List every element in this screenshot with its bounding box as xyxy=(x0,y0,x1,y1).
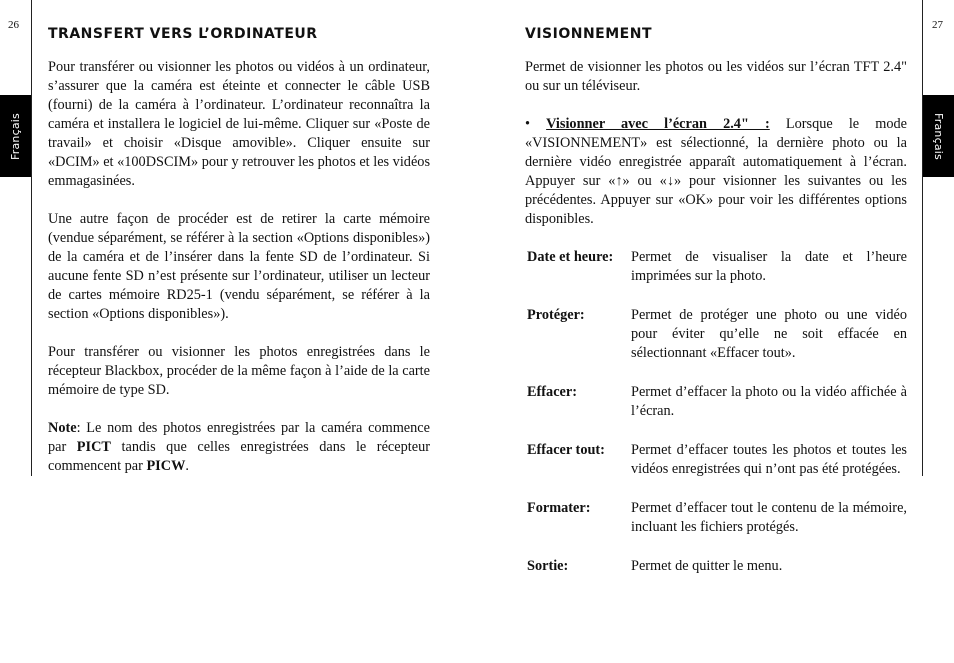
note-label: Note xyxy=(48,420,77,436)
option-description: Permet de visualiser la date et l’heure imprimées sur la photo. xyxy=(631,249,907,284)
options-table xyxy=(525,248,907,596)
language-tab-label: Français xyxy=(932,112,945,160)
transfer-paragraph-3: Pour transférer ou visionner les photos enregistrées dans le récepteur Blackbox, procéder de la même façon à l’aide de la carte mémoire de type SD. xyxy=(48,344,430,398)
option-term: Effacer: xyxy=(527,384,578,400)
right-page-column xyxy=(525,24,907,596)
option-term: Formater: xyxy=(527,500,591,516)
bullet-marker: • xyxy=(525,116,531,132)
bullet-text: Lorsque le mode «VISIONNEMENT» est sélectionné, la dernière photo ou la dernière vidéo enregistrée apparaît automatiquement à l’écran. Appuyer sur «↑» ou «↓» pour visionner les suivantes ou les précédentes. Appuyer sur «OK» pour voir les différentes options disponibles. xyxy=(525,116,908,227)
note-text-3: . xyxy=(185,458,189,474)
option-row xyxy=(525,248,907,306)
page-number-right: 27 xyxy=(932,19,943,31)
right-margin-rule xyxy=(922,0,923,476)
left-margin-rule xyxy=(31,0,32,476)
option-row xyxy=(525,441,907,499)
left-page-column xyxy=(48,24,430,476)
viewing-intro: Permet de visionner les photos ou les vidéos sur l’écran TFT 2.4" ou sur un téléviseur. xyxy=(525,59,907,94)
transfer-paragraph-1: Pour transférer ou visionner les photos ou vidéos à un ordinateur, s’assurer que la caméra est éteinte et connecter le câble USB (fourni) de la caméra à l’ordinateur. L’ordinateur reconnaîtra la caméra et installera le logiciel de lui-même. Cliquer sur «Poste de travail» et choisir «Disque amovible». Cliquer ensuite sur «DCIM» et «100DSCIM» pour y retrouver les photos et les vidéos emmagasinées. xyxy=(48,59,431,189)
option-description: Permet d’effacer toutes les photos et toutes les vidéos enregistrées qui n’ont pas été protégées. xyxy=(631,442,907,477)
note-code-picw: PICW xyxy=(146,458,186,474)
option-term: Protéger: xyxy=(527,307,585,323)
language-tab-right xyxy=(923,95,954,177)
section-title-viewing: VISIONNEMENT xyxy=(525,26,652,42)
option-term: Date et heure: xyxy=(527,249,614,265)
option-term: Sortie: xyxy=(527,558,569,574)
option-term: Effacer tout: xyxy=(527,442,605,458)
note-text-1: : Le nom des photos enregistrées par la caméra commence par xyxy=(48,420,430,455)
section-title-transfer: TRANSFERT VERS L’ORDINATEUR xyxy=(48,26,318,42)
note-paragraph xyxy=(48,419,430,476)
option-row xyxy=(525,499,907,557)
page-number-left: 26 xyxy=(8,19,19,31)
option-row xyxy=(525,383,907,441)
note-code-pict: PICT xyxy=(76,439,111,455)
transfer-paragraph-2: Une autre façon de procéder est de retirer la carte mémoire (vendue séparément, se référer à la section «Options disponibles») de la caméra et de l’insérer dans la fente SD de l’ordinateur. Si aucune fente SD n’est présente sur l’ordinateur, utiliser un lecteur de cartes mémoire RD25-1 (vendu séparément, se référer à la section «Options disponibles»). xyxy=(48,211,430,322)
language-tab-left xyxy=(0,95,31,177)
option-description: Permet de quitter le menu. xyxy=(631,558,783,574)
option-description: Permet de protéger une photo ou une vidéo pour éviter qu’elle ne soit effacée en sélectionnant «Effacer tout». xyxy=(631,307,907,361)
bullet-label: Visionner avec l’écran 2.4" : xyxy=(546,116,770,132)
option-description: Permet d’effacer la photo ou la vidéo affichée à l’écran. xyxy=(631,384,907,419)
note-text-2: tandis que celles enregistrées dans le récepteur commencent par xyxy=(48,439,430,474)
language-tab-label: Français xyxy=(9,112,22,160)
option-row xyxy=(525,557,907,596)
option-description: Permet d’effacer tout le contenu de la mémoire, incluant les fichiers protégés. xyxy=(631,500,907,535)
option-row xyxy=(525,306,907,383)
viewing-bullet xyxy=(525,115,907,229)
